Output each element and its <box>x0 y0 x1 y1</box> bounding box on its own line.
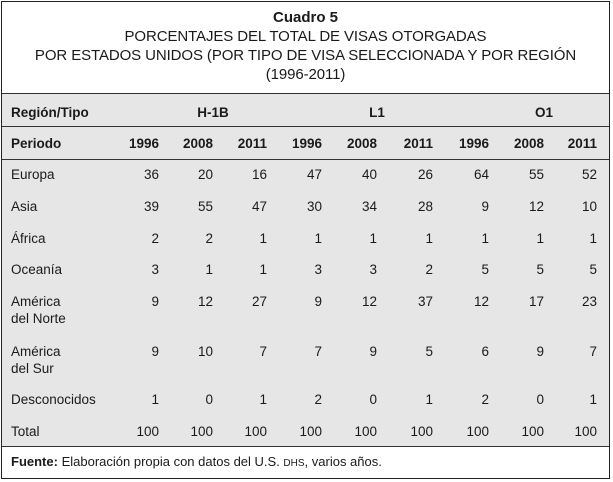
table-cell: 1 <box>314 231 322 246</box>
table-cell: 26 <box>417 167 433 182</box>
table-cell: 1 <box>205 262 213 277</box>
year-header: 1996 <box>291 136 322 151</box>
table-cell: 1 <box>259 231 267 246</box>
table-cell: 9 <box>481 199 489 214</box>
table-cell: 17 <box>528 294 544 309</box>
table-cell: 100 <box>190 424 213 439</box>
table-cell: 52 <box>581 167 597 182</box>
table-cell: 34 <box>361 199 377 214</box>
source-text-end: , varios años. <box>304 454 382 469</box>
table-cell: 39 <box>143 199 159 214</box>
table-cell: 7 <box>259 344 267 359</box>
year-header: 2008 <box>182 136 213 151</box>
table-cell: 12 <box>197 294 213 309</box>
year-header: 2011 <box>567 136 597 151</box>
table-number: Cuadro 5 <box>272 9 338 26</box>
table-cell: 2 <box>425 262 433 277</box>
table-cell: 100 <box>521 424 544 439</box>
table-cell: 40 <box>361 167 377 182</box>
table-cell: 20 <box>197 167 213 182</box>
source-label: Fuente: <box>11 454 58 469</box>
table-cell: 1 <box>259 262 267 277</box>
table-cell: 2 <box>205 231 213 246</box>
table-cell: 9 <box>151 294 159 309</box>
table-cell: 0 <box>205 392 213 407</box>
table-cell: 1 <box>259 392 267 407</box>
table-cell: 12 <box>473 294 489 309</box>
table-cell: 1 <box>425 231 433 246</box>
year-header: 2008 <box>513 136 544 151</box>
table-cell: 5 <box>536 262 544 277</box>
table-cell: 100 <box>574 424 597 439</box>
visa-type-header: L1 <box>369 105 385 120</box>
table-cell: 3 <box>369 262 377 277</box>
row-label: África <box>11 231 46 246</box>
table-cell: 9 <box>536 344 544 359</box>
row-label: América <box>11 344 61 359</box>
title-line-2: POR ESTADOS UNIDOS (POR TIPO DE VISA SELECCIONADA Y POR REGIÓN <box>34 47 577 64</box>
row-label: Oceanía <box>11 262 63 277</box>
table-cell: 9 <box>314 294 322 309</box>
table-cell: 5 <box>425 344 433 359</box>
row-label: del Norte <box>11 311 66 326</box>
table-cell: 12 <box>361 294 377 309</box>
table-cell: 47 <box>251 199 267 214</box>
year-header: 2008 <box>346 136 377 151</box>
table-cell: 27 <box>251 294 267 309</box>
table-cell: 0 <box>369 392 377 407</box>
table-cell: 3 <box>151 262 159 277</box>
table-cell: 1 <box>151 392 159 407</box>
table-cell: 10 <box>197 344 213 359</box>
table-cell: 9 <box>151 344 159 359</box>
table-cell: 30 <box>306 199 322 214</box>
table-cell: 100 <box>354 424 377 439</box>
table-cell: 47 <box>306 167 322 182</box>
table-cell: 1 <box>536 231 544 246</box>
row-label: Desconocidos <box>11 392 96 407</box>
table-cell: 9 <box>369 344 377 359</box>
table-cell: 10 <box>581 199 597 214</box>
table-cell: 100 <box>244 424 267 439</box>
table-cell: 7 <box>589 344 597 359</box>
table-cell: 100 <box>410 424 433 439</box>
table-cell: 28 <box>417 199 433 214</box>
table-cell: 6 <box>481 344 489 359</box>
table-cell: 1 <box>425 392 433 407</box>
table-cell: 1 <box>369 231 377 246</box>
table-title <box>2 8 609 84</box>
row-label: Total <box>11 424 40 439</box>
header-divider <box>2 126 609 127</box>
table-cell: 12 <box>528 199 544 214</box>
year-header: 2011 <box>237 136 267 151</box>
row-label: del Sur <box>11 361 54 376</box>
data-table <box>2 93 609 447</box>
table-cell: 1 <box>589 231 597 246</box>
visa-type-header: O1 <box>534 105 553 120</box>
table-cell: 5 <box>589 262 597 277</box>
table-cell: 23 <box>581 294 597 309</box>
table-cell: 16 <box>251 167 267 182</box>
table-cell: 55 <box>197 199 213 214</box>
row-label: Asia <box>11 199 38 214</box>
table-cell: 36 <box>143 167 159 182</box>
table-cell: 2 <box>151 231 159 246</box>
table-cell: 1 <box>481 231 489 246</box>
table-cell: 1 <box>589 392 597 407</box>
table-cell: 100 <box>299 424 322 439</box>
table-cell: 2 <box>481 392 489 407</box>
header-bottom-divider <box>2 159 609 160</box>
table-cell: 2 <box>314 392 322 407</box>
table-cell: 3 <box>314 262 322 277</box>
source-text: Elaboración propia con datos del U.S. <box>57 454 284 469</box>
table-frame <box>1 1 610 479</box>
row-label: América <box>11 294 61 309</box>
table-cell: 5 <box>481 262 489 277</box>
visa-type-header: H-1B <box>197 105 229 120</box>
year-header: 1996 <box>128 136 159 151</box>
year-header: 1996 <box>458 136 489 151</box>
table-cell: 64 <box>473 167 489 182</box>
table-cell: 100 <box>466 424 489 439</box>
header-period: Periodo <box>11 136 62 151</box>
table-cell: 37 <box>417 294 433 309</box>
table-cell: 7 <box>314 344 322 359</box>
year-header: 2011 <box>403 136 433 151</box>
table-cell: 0 <box>536 392 544 407</box>
source-note <box>11 454 382 472</box>
table-cell: 55 <box>528 167 544 182</box>
table-cell: 100 <box>136 424 159 439</box>
row-label: Europa <box>11 167 55 182</box>
header-region-type: Región/Tipo <box>11 105 89 120</box>
title-line-1: PORCENTAJES DEL TOTAL DE VISAS OTORGADAS <box>124 28 487 45</box>
title-line-3: (1996-2011) <box>265 66 346 83</box>
source-abbr: DHS <box>283 458 305 469</box>
